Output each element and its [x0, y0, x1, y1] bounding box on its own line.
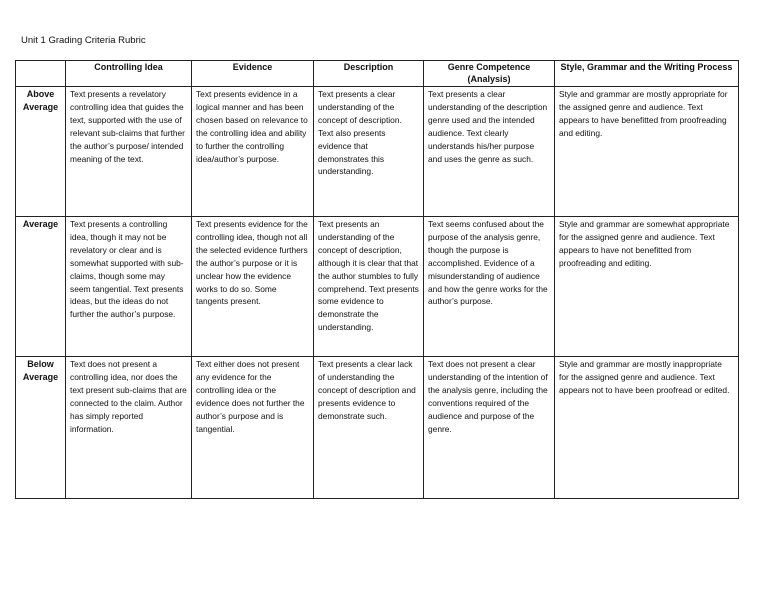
table-cell: Text presents a controlling idea, though it may not be revelatory or clear and is somewhat supported with sub-claims, though some may seem tangential. Text presents ideas, but the ideas do not further the author’s purpose.: [66, 217, 192, 357]
table-row: [16, 357, 739, 499]
table-row: [16, 87, 739, 217]
table-cell: Text presents a revelatory controlling idea that guides the text, supported with the use of relevant sub-claims that further the author’s purpose/ intended meaning of the text.: [66, 87, 192, 217]
table-cell: Style and grammar are mostly inappropriate for the assigned genre and audience. Text appears not to have been proofread or edited.: [555, 357, 739, 499]
header-evidence: Evidence: [192, 61, 314, 87]
level-label: Below Average: [16, 357, 66, 499]
table-cell: Style and grammar are somewhat appropriate for the assigned genre and audience. Text appears to have not benefitted from proofreading and editing.: [555, 217, 739, 357]
header-style-grammar: Style, Grammar and the Writing Process: [555, 61, 739, 87]
table-cell: Text does not present a clear understanding of the intention of the analysis genre, including the conventions required of the audience and purpose of the genre.: [424, 357, 555, 499]
table-cell: Text presents evidence in a logical manner and has been chosen based on relevance to the controlling idea and ability to further the controlling idea/author’s purpose.: [192, 87, 314, 217]
table-row: [16, 217, 739, 357]
header-genre-competence: Genre Competence (Analysis): [424, 61, 555, 87]
table-cell: Text presents a clear lack of understanding the concept of description and presents evidence to demonstrate such.: [314, 357, 424, 499]
table-cell: Text presents a clear understanding of the description genre used and the intended audience. Text clearly understands his/her purpose and uses the genre as such.: [424, 87, 555, 217]
table-cell: Text seems confused about the purpose of the analysis genre, though the purpose is accomplished. Evidence of a misunderstanding of audience and how the genre works for the author’s purpose.: [424, 217, 555, 357]
header-description: Description: [314, 61, 424, 87]
rubric-table: [15, 60, 739, 499]
table-cell: Text either does not present any evidence for the controlling idea or the evidence does not further the author’s purpose and is tangential.: [192, 357, 314, 499]
header-corner: [16, 61, 66, 87]
header-controlling-idea: Controlling Idea: [66, 61, 192, 87]
header-row: [16, 61, 739, 87]
level-label: Above Average: [16, 87, 66, 217]
table-cell: Text presents evidence for the controlling idea, though not all the selected evidence furthers the author’s purpose or it is unclear how the evidence works to do so. Some tangents present.: [192, 217, 314, 357]
table-cell: Text presents a clear understanding of the concept of description. Text also presents evidence that demonstrates this understanding.: [314, 87, 424, 217]
document-title: Unit 1 Grading Criteria Rubric: [21, 35, 146, 46]
table-cell: Text presents an understanding of the concept of description, although it is clear that that the author stumbles to fully comprehend. Text presents some evidence to demonstrate the understanding.: [314, 217, 424, 357]
table-cell: Text does not present a controlling idea, nor does the text present sub-claims that are connected to the claim. Author has simply reported information.: [66, 357, 192, 499]
table-cell: Style and grammar are mostly appropriate for the assigned genre and audience. Text appears to have benefitted from proofreading and editing.: [555, 87, 739, 217]
level-label: Average: [16, 217, 66, 357]
